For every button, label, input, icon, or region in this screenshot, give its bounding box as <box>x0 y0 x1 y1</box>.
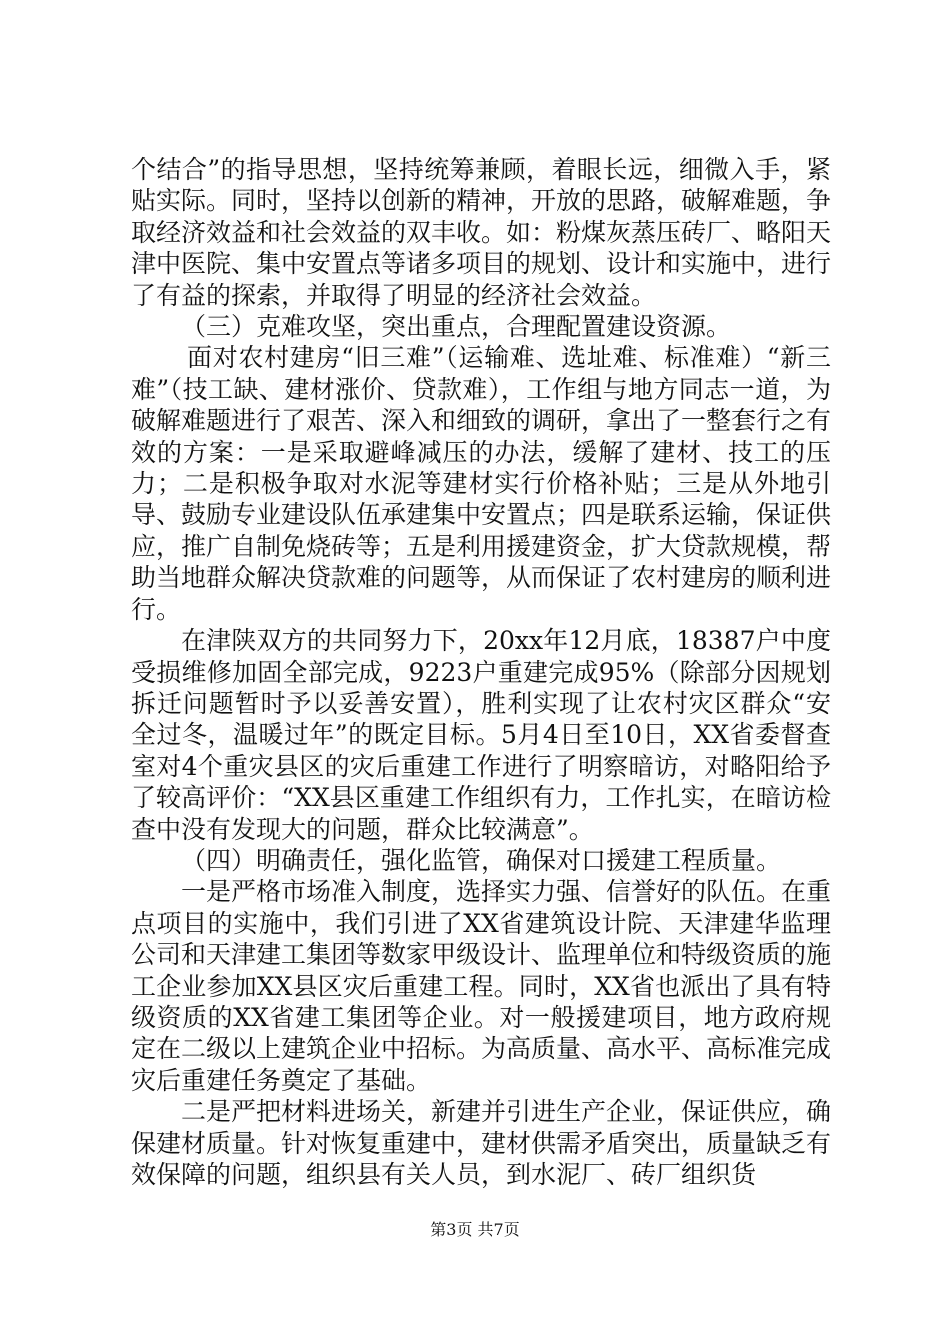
paragraph-2: 面对农村建房“旧三难”（运输难、选址难、标准难）“新三难”（技工缺、建材涨价、贷款难），工作组与地方同志一道，为破解难题进行了艰苦、深入和细致的调研，拿出了一整套行之有效的方案：一是采取避峰减压的办法，缓解了建材、技工的压力；二是积极争取对水泥等建材实行价格补贴；三是从外地引导、鼓励专业建设队伍承建集中安置点；四是联系运输，保证供应，推广自制免烧砖等；五是利用援建资金，扩大贷款规模，帮助当地群众解决贷款难的问题等，从而保证了农村建房的顺利进行。 <box>131 343 832 624</box>
paragraph-3: 在津陕双方的共同努力下，20xx年12月底，18387户中度受损维修加固全部完成，9223户重建完成95%（除部分因规划拆迁问题暂时予以妥善安置），胜利实现了让农村灾区群众“安全过冬，温暖过年”的既定目标。5月4日至10日，XX省委督查室对4个重灾县区的灾后重建工作进行了明察暗访，对略阳给予了较高评价：“XX县区重建工作组织有力，工作扎实，在暗访检查中没有发现大的问题，群众比较满意”。 <box>131 626 831 844</box>
paragraph-1: 个结合”的指导思想，坚持统筹兼顾，着眼长远，细微入手，紧贴实际。同时，坚持以创新的精神，开放的思路，破解难题，争取经济效益和社会效益的双丰收。如：粉煤灰蒸压砖厂、略阳天津中医院、集中安置点等诸多项目的规划、设计和实施中，进行了有益的探索，并取得了明显的经济社会效益。 <box>131 155 832 310</box>
document-body <box>131 154 831 1190</box>
page-number-footer: 第3页 共7页 <box>430 1220 520 1239</box>
paragraph-5: 二是严把材料进场关，新建并引进生产企业，保证供应，确保建材质量。针对恢复重建中，建材供需矛盾突出，质量缺乏有效保障的问题，组织县有关人员，到水泥厂、砖厂组织货 <box>131 1097 832 1189</box>
section-heading-4: （四）明确责任，强化监管，确保对口援建工程质量。 <box>181 845 782 875</box>
paragraph-4: 一是严格市场准入制度，选择实力强、信誉好的队伍。在重点项目的实施中，我们引进了XX省建筑设计院、天津建华监理公司和天津建工集团等数家甲级设计、监理单位和特级资质的施工企业参加XX县区灾后重建工程。同时，XX省也派出了具有特级资质的XX省建工集团等企业。对一般援建项目，地方政府规定在二级以上建筑企业中招标。为高质量、高水平、高标准完成灾后重建任务奠定了基础。 <box>131 877 832 1095</box>
section-heading-3: （三）克难攻坚，突出重点，合理配置建设资源。 <box>181 312 732 342</box>
